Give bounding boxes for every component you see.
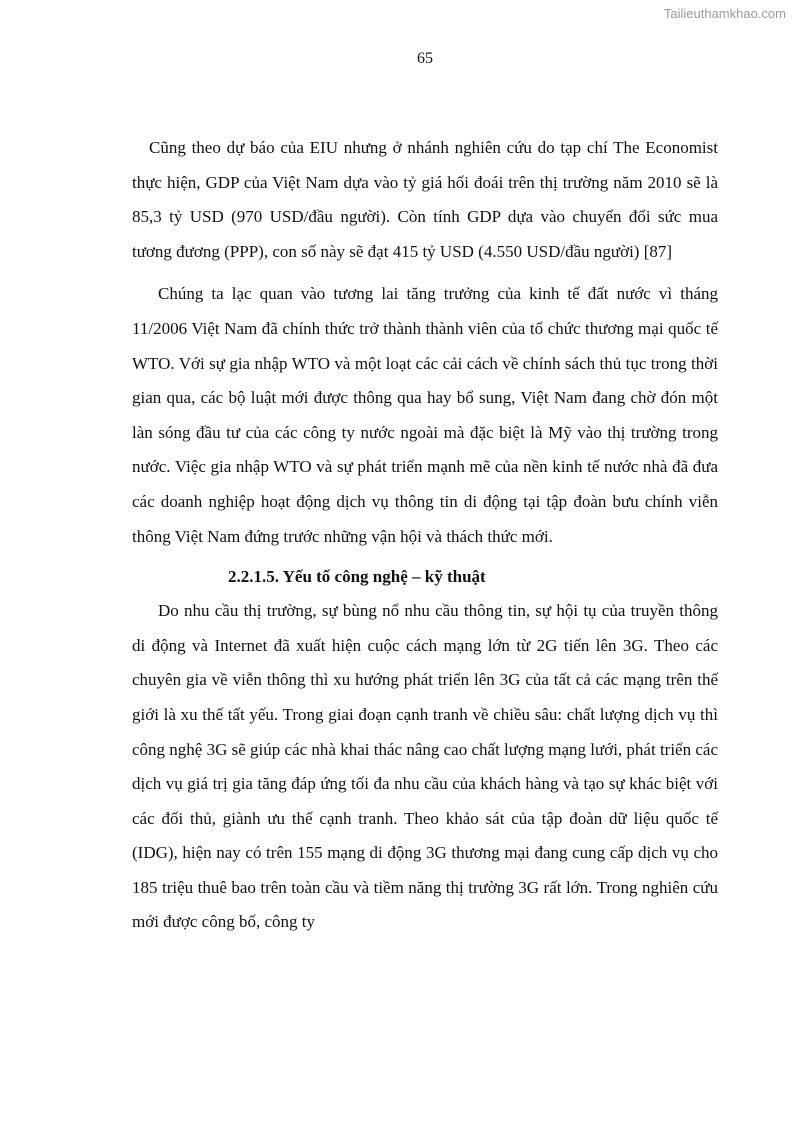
paragraph-gdp-forecast: Cũng theo dự báo của EIU nhưng ở nhánh nghiên cứu do tạp chí The Economist thực hiện, GDP của Việt Nam dựa vào tỷ giá hối đoái trên thị trường năm 2010 sẽ là 85,3 tỷ USD (970 USD/đầu người). Còn tính GDP dựa vào chuyển đổi sức mua tương đương (PPP), con số này sẽ đạt 415 tỷ USD (4.550 USD/đầu người) [87] bbox=[132, 138, 718, 261]
section-heading: 2.2.1.5. Yếu tố công nghệ – kỹ thuật bbox=[228, 567, 486, 587]
watermark: Tailieuthamkhao.com bbox=[663, 6, 786, 21]
document-body bbox=[132, 131, 718, 940]
paragraph-technology: Do nhu cầu thị trường, sự bùng nổ nhu cầu thông tin, sự hội tụ của truyền thông di động và Internet đã xuất hiện cuộc cách mạng lớn từ 2G tiến lên 3G. Theo các chuyên gia về viễn thông thì xu hướng phát triển lên 3G của tất cả các mạng trên thế giới là xu thế tất yếu. Trong giai đoạn cạnh tranh về chiều sâu: chất lượng dịch vụ thì công nghệ 3G sẽ giúp các nhà khai thác nâng cao chất lượng mạng lưới, phát triển các dịch vụ giá trị gia tăng đáp ứng tối đa nhu cầu của khách hàng và tạo sự khác biệt với các đối thủ, giành ưu thế cạnh tranh. Theo khảo sát của tập đoàn dữ liệu quốc tế (IDG), hiện nay có trên 155 mạng di động 3G thương mại đang cung cấp dịch vụ cho 185 triệu thuê bao trên toàn cầu và tiềm năng thị trường 3G rất lớn. Trong nghiên cứu mới được công bố, công ty bbox=[132, 601, 718, 932]
paragraph-wto: Chúng ta lạc quan vào tương lai tăng trưởng của kinh tế đất nước vì tháng 11/2006 Việt Nam đã chính thức trở thành thành viên của tổ chức thương mại quốc tế WTO. Với sự gia nhập WTO và một loạt các cải cách về chính sách thủ tục trong thời gian qua, các bộ luật mới được thông qua hay bổ sung, Việt Nam đang chờ đón một làn sóng đầu tư của các công ty nước ngoài mà đặc biệt là Mỹ vào thị trường trong nước. Việc gia nhập WTO và sự phát triển mạnh mẽ của nền kinh tế nước nhà đã đưa các doanh nghiệp hoạt động dịch vụ thông tin di động tại tập đoàn bưu chính viễn thông Việt Nam đứng trước những vận hội và thách thức mới. bbox=[132, 284, 718, 546]
page-number: 65 bbox=[417, 50, 433, 67]
